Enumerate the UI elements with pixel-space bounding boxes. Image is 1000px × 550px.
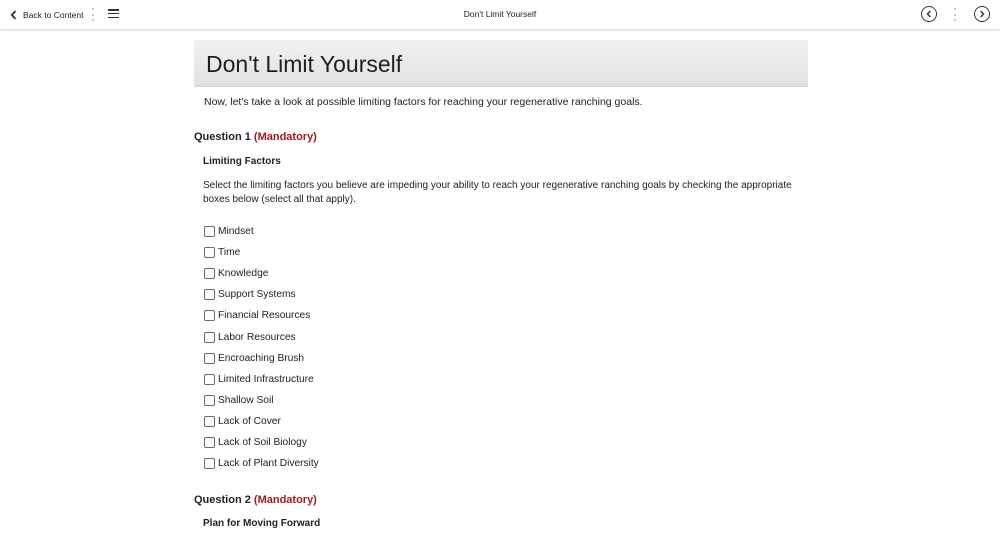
checkbox-option[interactable] — [204, 369, 319, 390]
checkbox-option[interactable] — [204, 411, 319, 432]
checkbox[interactable] — [204, 416, 215, 427]
checkbox-label: Labor Resources — [218, 331, 296, 343]
question-2-heading — [194, 494, 317, 506]
checkbox[interactable] — [204, 374, 215, 385]
page-title: Don't Limit Yourself — [206, 51, 403, 77]
checkbox-label: Limited Infrastructure — [218, 373, 314, 385]
question-1-heading — [194, 131, 317, 143]
header-title: Don't Limit Yourself — [463, 9, 537, 19]
question-1-label: Question 1 — [194, 131, 251, 143]
checkbox[interactable] — [204, 395, 215, 406]
checkbox-label: Lack of Cover — [218, 415, 281, 427]
previous-page-button[interactable] — [921, 6, 937, 22]
checkbox-label: Lack of Plant Diversity — [218, 458, 319, 470]
checkbox-label: Encroaching Brush — [218, 352, 305, 364]
checkbox[interactable] — [204, 437, 215, 448]
next-page-button[interactable] — [974, 6, 990, 22]
circle-chevron-left-icon — [925, 10, 933, 18]
question-1-instructions: Select the limiting factors you believe are impeding your ability to reach your regenerative ranching goals by checking the appropriate boxes below (select all that apply). — [203, 180, 792, 205]
top-bar — [0, 0, 1000, 30]
checkbox-label: Lack of Soil Biology — [218, 436, 307, 448]
question-2-label: Question 2 — [194, 494, 251, 506]
mandatory-label: (Mandatory) — [253, 494, 317, 506]
checkbox-label: Shallow Soil — [218, 394, 274, 406]
checkbox[interactable] — [204, 353, 215, 364]
checkbox[interactable] — [204, 310, 215, 321]
checkbox-option[interactable] — [204, 305, 319, 326]
limiting-factors-checklist — [204, 221, 319, 474]
checkbox-label: Knowledge — [218, 268, 269, 280]
checkbox[interactable] — [204, 268, 215, 279]
mandatory-label: (Mandatory) — [253, 131, 317, 143]
checkbox-label: Support Systems — [218, 289, 296, 301]
back-to-content-button[interactable] — [10, 7, 83, 23]
back-to-content-label: Back to Content — [23, 10, 84, 20]
checkbox-label: Financial Resources — [218, 310, 311, 322]
question-2-subtitle: Plan for Moving Forward — [203, 518, 321, 529]
checkbox-label: Mindset — [218, 226, 254, 238]
checkbox[interactable] — [204, 247, 215, 258]
checkbox-option[interactable] — [204, 453, 319, 474]
question-1-subtitle: Limiting Factors — [203, 156, 281, 167]
checkbox[interactable] — [204, 332, 215, 343]
checkbox[interactable] — [204, 289, 215, 300]
checkbox-option[interactable] — [204, 263, 319, 284]
checkbox[interactable] — [204, 226, 215, 237]
checkbox-option[interactable] — [204, 221, 319, 242]
divider-dots — [92, 8, 94, 21]
divider-dots — [954, 8, 956, 21]
page-title-banner — [194, 40, 808, 87]
circle-chevron-right-icon — [978, 10, 986, 18]
chevron-left-icon — [10, 10, 17, 20]
checkbox-option[interactable] — [204, 390, 319, 411]
checkbox-option[interactable] — [204, 348, 319, 369]
checkbox[interactable] — [204, 458, 215, 469]
checkbox-option[interactable] — [204, 242, 319, 263]
hamburger-menu-icon[interactable] — [108, 9, 120, 19]
checkbox-label: Time — [218, 247, 241, 259]
checkbox-option[interactable] — [204, 432, 319, 453]
intro-text: Now, let's take a look at possible limiting factors for reaching your regenerative ranching goals. — [204, 96, 643, 108]
checkbox-option[interactable] — [204, 284, 319, 305]
checkbox-option[interactable] — [204, 326, 319, 347]
